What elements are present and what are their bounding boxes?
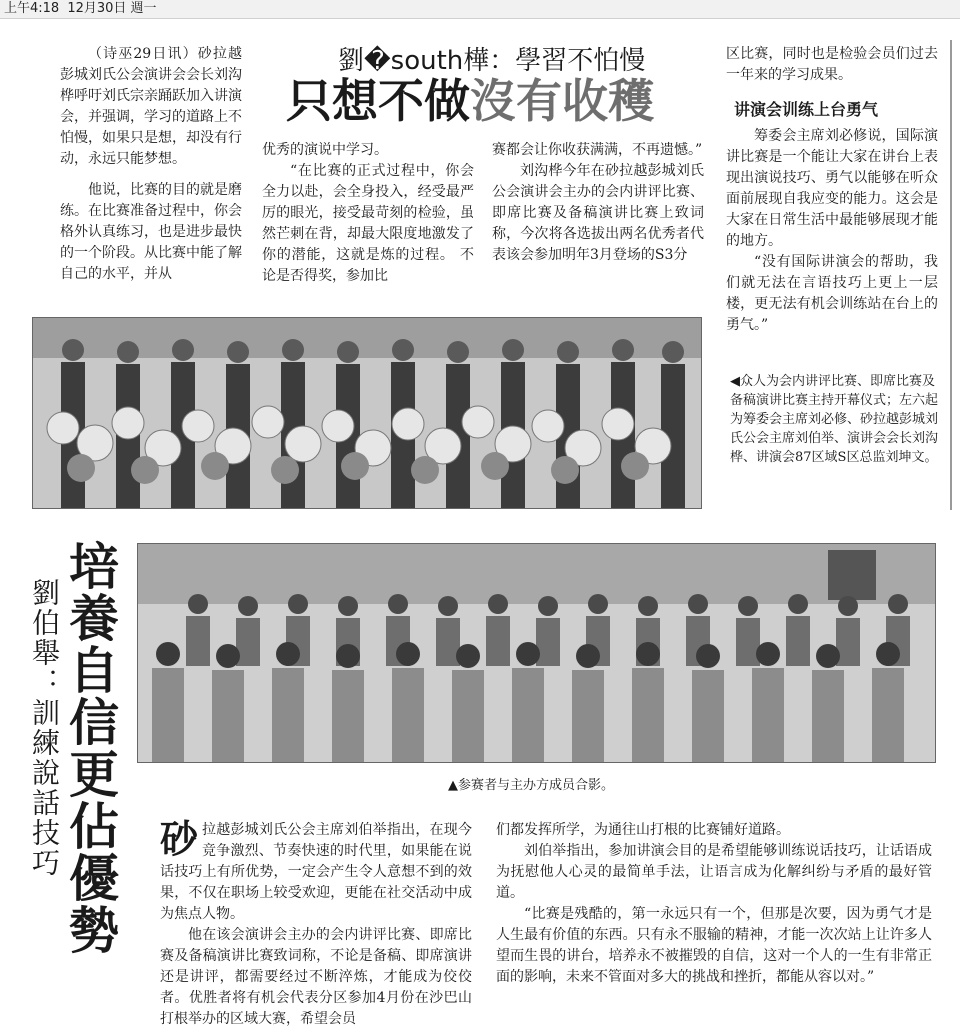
article2-dropcap: 砂	[160, 816, 199, 861]
status-date: 12月30日 週一	[67, 1, 157, 16]
article1-col4-p2: “没有国际讲演会的帮助，我们就无法在言语技巧上更上一层楼，更无法有机会训练站在台上的勇气。”	[726, 254, 938, 333]
article2-subtitle: 劉伯舉：訓練說話技巧	[28, 578, 61, 878]
article1-col1	[60, 44, 242, 285]
article1-col3-p1: 赛都会让你收获满满，不再遗憾。”	[492, 142, 703, 158]
article1-col3-p2: 刘沟桦今年在砂拉越彭城刘氏公会演讲会主办的会内讲评比赛、即席比赛及备稿演讲比赛上致词称，今次将各选拔出两名优秀者代表该会参加明年3月登场的S3分	[492, 163, 704, 263]
column-divider	[950, 40, 952, 510]
article1-col2-p2: “在比赛的正式过程中，你会全力以赴，会全身投入，经受最严厉的眼光，接受最苛刻的检验，虽然芒刺在背，却最大限度地激发了你的潜能，这就是炼的过程。 不论是否得奖，参加比	[262, 163, 474, 284]
article1-headline	[286, 72, 654, 130]
article2-headline: 培養自信更佔優勢	[61, 540, 119, 956]
article2-col2	[496, 820, 932, 988]
article2-col2-p3: “比赛是残酷的，第一永远只有一个，但那是次要，因为勇气才是人生最有价值的东西。只有永不服输的精神，才能一次次站上让许多人望而生畏的讲台，培养永不被摧毁的自信，这对一个人的一生有非常正面的影响，未来不管面对多大的挑战和挫折，都能从容以对。”	[496, 906, 932, 985]
article2-photo-caption: ▲参赛者与主办方成员合影。	[448, 778, 614, 793]
article1-col4-top: 区比赛，同时也是检验会员们过去一年来的学习成果。	[726, 46, 938, 83]
status-time: 上午4:18	[4, 1, 60, 16]
article1-headline-a: 只想不做	[286, 74, 470, 128]
article1-subhead: 讲演会训练上台勇气	[734, 100, 879, 119]
group-photo-balloons	[33, 318, 701, 508]
group-photo-members	[138, 544, 935, 762]
article2-col2-p1: 们都发挥所学，为通往山打根的比赛铺好道路。	[496, 822, 790, 838]
article1-col4	[726, 126, 938, 336]
article2-col1-p1: 拉越彭城刘氏公会主席刘伯举指出，在现今竞争激烈、节奏快速的时代里，如果能在说话技巧上有所优势，一定会产生令人意想不到的效果，不仅在职场上较受欢迎，更能在社交活动中成为焦点人物。	[160, 822, 472, 922]
article1-photo-caption: ◀众人为会内讲评比赛、即席比赛及备稿演讲比赛主持开幕仪式；左六起为筹委会主席刘必修、砂拉越彭城刘氏公会主席刘伯举、演讲会会长刘沟桦、讲演会87区域S区总监刘坤文。	[730, 374, 939, 465]
article1-col4-p1: 筹委会主席刘必修说，国际演讲比赛是一个能让大家在讲台上表现出演说技巧、勇气以能够在听众面前展现自我应变的能力。这会是大家在日常生活中最能够展现才能的地方。	[726, 128, 938, 249]
article1-col1-p1: （诗巫29日讯）砂拉越彭城刘氏公会演讲会会长刘沟桦呼吁刘氏宗亲踊跃加入讲演会，并强调，学习的道路上不怕慢，如果只是想，却没有行动，永远只能梦想。	[60, 46, 242, 167]
article1-col1-p2: 他说，比赛的目的就是磨练。在比赛准备过程中，你会格外认真练习，也是进步最快的一个阶段。从比赛中能了解自己的水平，并从	[60, 182, 242, 282]
article1-col2-p1: 优秀的演说中学习。	[262, 142, 388, 158]
article1-col2	[262, 140, 474, 287]
status-bar	[0, 0, 960, 19]
article2-col2-p2: 刘伯举指出，参加讲演会目的是希望能够训练说话技巧，让话语成为抚慰他人心灵的最简单手法，让语言成为化解纠纷与矛盾的最好管道。	[496, 843, 932, 901]
article1-col3	[492, 140, 704, 266]
article2-col1-p2: 他在该会演讲会主办的会内讲评比赛、即席比赛及备稿演讲比赛致词称，不论是备稿、即席演讲还是讲评，都需要经过不断淬炼，才能成为佼佼者。优胜者将有机会代表分区参加4月份在沙巴山打根举办的区域大赛，希望会员	[160, 927, 472, 1027]
article2-col1	[160, 816, 472, 1030]
article1-subtitle: 劉�south樺：學習不怕慢	[338, 46, 646, 76]
article1-photo	[32, 317, 702, 509]
article2-photo	[137, 543, 936, 763]
article1-headline-b: 沒有收穫	[470, 74, 654, 128]
